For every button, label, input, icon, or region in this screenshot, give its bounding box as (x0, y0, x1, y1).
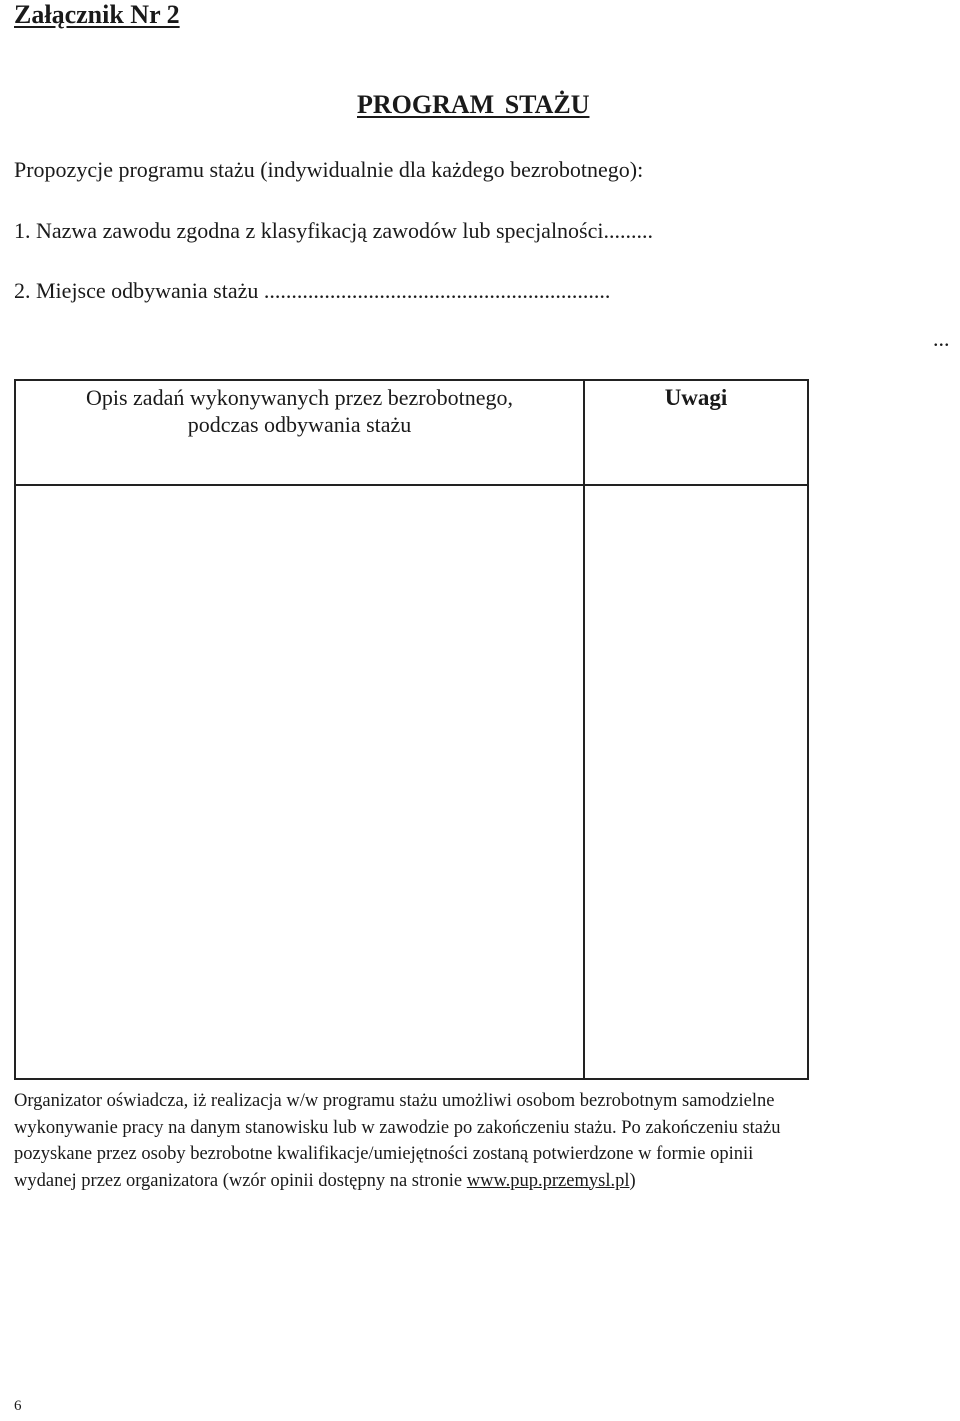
statement-text: wydanej przez organizatora (wzór opinii dostępny na stronie (14, 1170, 467, 1191)
statement-line: pozyskane przez osoby bezrobotne kwalifikacje/umiejętności zostaną potwierdzone w formie opinii (14, 1144, 754, 1164)
statement-line: wykonywanie pracy na danym stanowisku lub w zawodzie po zakończeniu stażu. Po zakończeniu stażu (14, 1117, 781, 1138)
program-table (14, 379, 809, 1080)
annex-label: Załącznik Nr 2 (14, 0, 180, 29)
internship-place-field: 2. Miejsce odbywania stażu ............................................................... (14, 278, 611, 303)
remarks-cell[interactable] (585, 486, 807, 1078)
tasks-header-line1: Opis zadań wykonywanych przez bezrobotnego, (85, 385, 513, 410)
website-link[interactable]: www.pup.przemysl.pl (466, 1170, 630, 1191)
remarks-column-header: Uwagi (664, 385, 728, 410)
intro-text: Propozycje programu stażu (indywidualnie dla każdego bezrobotnego): (14, 157, 644, 182)
statement-line-last (14, 1168, 944, 1195)
statement-line: Organizator oświadcza, iż realizacja w/w programu stażu umożliwi osobom bezrobotnym samodzielne (14, 1091, 775, 1111)
organizer-statement (14, 1088, 944, 1194)
statement-text: ) (629, 1170, 636, 1191)
internship-place-continuation: ... (933, 326, 950, 351)
tasks-cell[interactable] (16, 486, 583, 1078)
page-number: 6 (14, 1398, 22, 1414)
profession-name-field: 1. Nazwa zawodu zgodna z klasyfikacją zawodów lub specjalności......... (14, 218, 653, 243)
tasks-column-header (16, 381, 583, 484)
tasks-header-line2: podczas odbywania stażu (187, 412, 412, 437)
document-title: PROGRAM STAŻU (357, 90, 590, 119)
